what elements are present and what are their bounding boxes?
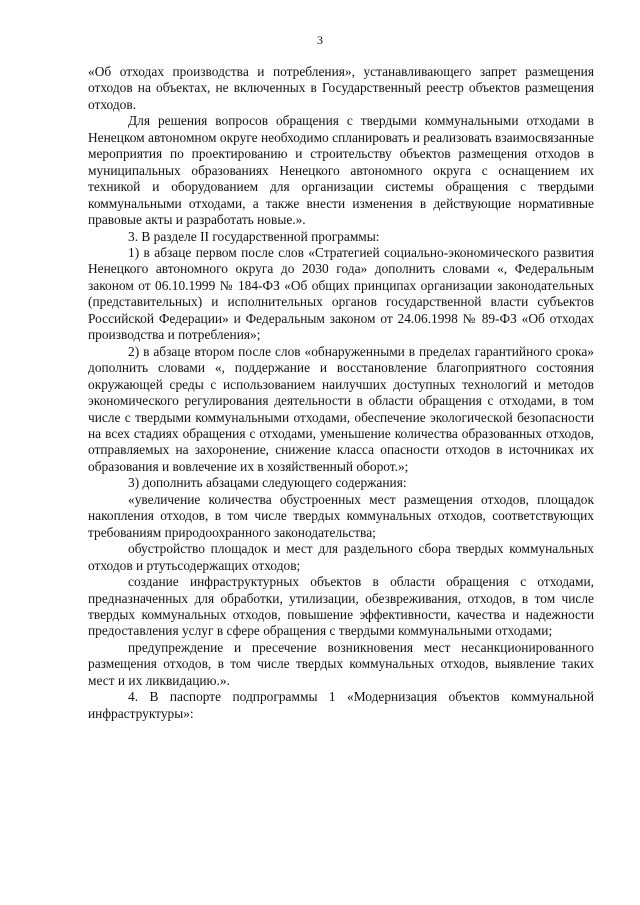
paragraph: «Об отходах производства и потребления», устанавливающего запрет размещения отходов на объектах, не включенных в Государственный реестр объектов размещения отходов. bbox=[88, 64, 594, 112]
paragraph: 4. В паспорте подпрограммы 1 «Модернизация объектов коммунальной инфраструктуры»: bbox=[88, 689, 594, 721]
paragraph: 3. В разделе II государственной программы: bbox=[128, 228, 380, 244]
paragraph: Для решения вопросов обращения с твердыми коммунальными отходами в Ненецком автономном округе необходимо спланировать и реализовать взаимосвязанные мероприятия по проектированию и строительству объектов размещения отходов в муниципальных образованиях Ненецкого автономного округа с оснащением их техникой и оборудованием для организации системы обращения с твердыми коммунальными отходами, а также внести изменения в действующие нормативные правовые акты и разработать новые.». bbox=[88, 113, 594, 228]
paragraph: предупреждение и пресечение возникновения мест несанкционированного размещения отходов, в том числе твердых коммунальных отходов, выявление таких мест и их ликвидацию.». bbox=[88, 639, 594, 688]
paragraph: 3) дополнить абзацами следующего содержания: bbox=[128, 475, 407, 491]
paragraph: 1) в абзаце первом после слов «Стратегией социально-экономического развития Ненецкого автономного округа до 2030 года» дополнить словами «, Федеральным законом от 06.10.1999 № 184-ФЗ «Об общих принципах организации законодательных (представительных) и исполнительных органов государственной власти субъектов Российской Федерации» и Федеральным законом от 24.06.1998 № 89-ФЗ «Об отходах производства и потребления»; bbox=[88, 244, 594, 343]
paragraph: «увеличение количества обустроенных мест размещения отходов, площадок накопления отходов, в том числе твердых коммунальных отходов, соответствующих требованиям природоохранного законодательства; bbox=[88, 491, 594, 540]
paragraph: 2) в абзаце втором после слов «обнаруженными в пределах гарантийного срока» дополнить словами «, поддержание и восстановление благоприятного состояния окружающей среды с использованием наилучших доступных технологий и методов экономического регулирования деятельности в области обращения с отходами, в том числе с твердыми коммунальными отходами, обеспечение экологической безопасности на всех стадиях обращения с отходами, уменьшение количества образованных отходов, отправляемых на захоронение, снижение класса опасности отходов в источниках их образования и вовлечение их в хозяйственный оборот.»; bbox=[88, 343, 594, 474]
paragraph: обустройство площадок и мест для раздельного сбора твердых коммунальных отходов и ртутьсодержащих отходов; bbox=[88, 541, 594, 573]
page-number: 3 bbox=[317, 33, 323, 47]
document-body bbox=[88, 64, 594, 722]
paragraph: создание инфраструктурных объектов в области обращения с отходами, предназначенных для обработки, утилизации, обезвреживания, отходов, в том числе твердых коммунальных отходов, повышение эффективности, качества и надежности предоставления услуг в сфере обращения с твердыми коммунальными отходами; bbox=[88, 574, 594, 639]
